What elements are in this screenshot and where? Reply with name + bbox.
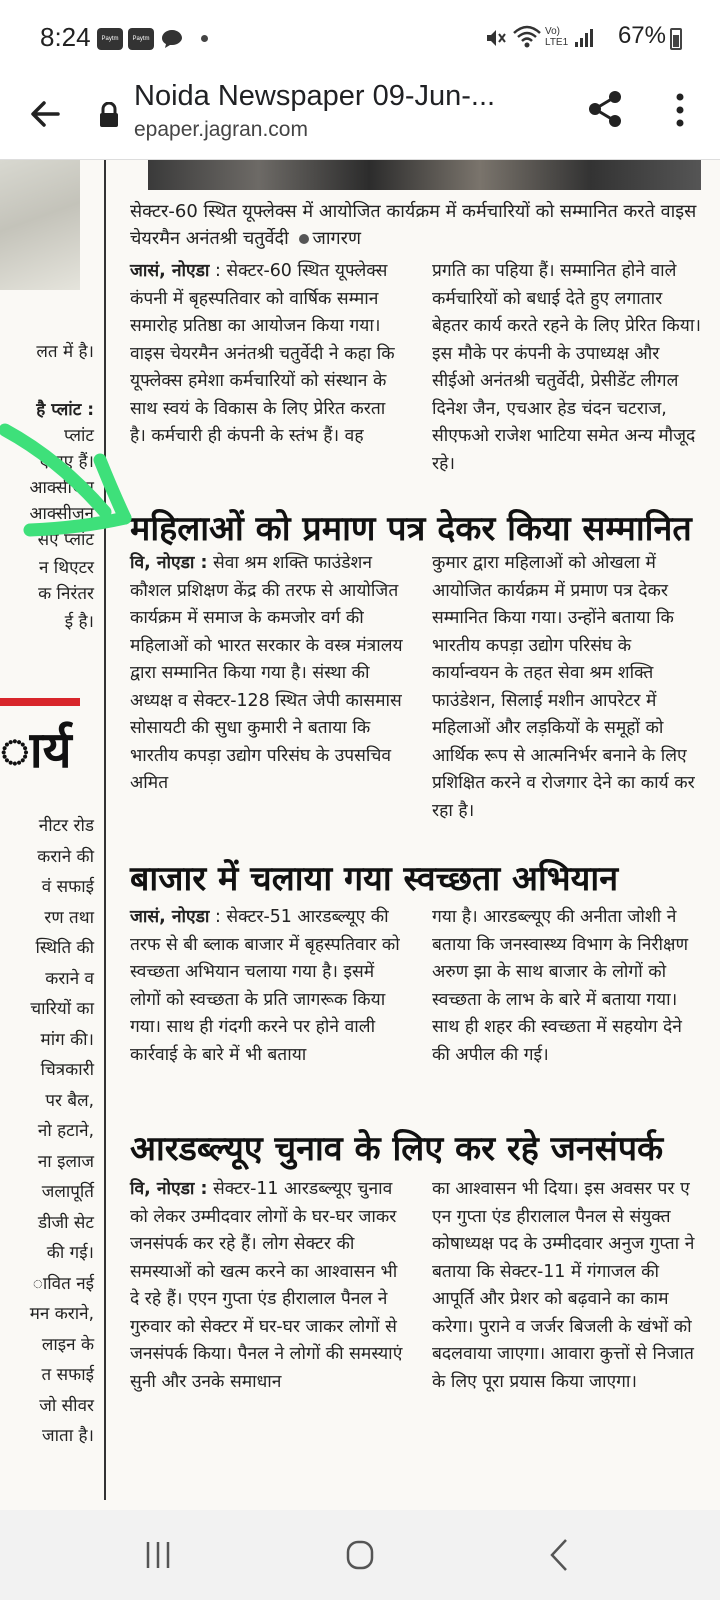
article-column <box>130 258 406 451</box>
left-fragment-line: जलापूर्ति <box>41 1182 94 1202</box>
dateline: वि, नोएडा : <box>130 1179 208 1199</box>
photo-caption <box>130 198 700 252</box>
back-arrow-icon[interactable] <box>22 90 70 138</box>
article-headline: महिलाओं को प्रमाण पत्र देकर किया सम्मानित <box>130 509 692 549</box>
left-fragment-line: जाता है। <box>42 1426 94 1446</box>
left-column-fragment <box>0 160 100 1510</box>
page-url[interactable]: epaper.jagran.com <box>134 118 308 141</box>
left-fragment-line: मांग की। <box>40 1029 94 1050</box>
left-fragment-line: ए गए हैं। <box>39 452 94 472</box>
left-fragment-line: मन कराने, <box>29 1304 94 1324</box>
article-column <box>432 258 702 478</box>
left-fragment-line: है प्लांट : <box>36 400 94 420</box>
share-icon[interactable] <box>584 88 626 130</box>
dateline: वि, नोएडा : <box>130 553 208 573</box>
left-headline-fragment: ार्य <box>0 721 72 779</box>
left-fragment-line: त सफाई <box>41 1365 94 1385</box>
status-time: 8:24 <box>40 22 91 52</box>
left-fragment-line: कराने व <box>45 968 94 989</box>
left-photo <box>0 160 80 290</box>
notification-dot <box>201 35 208 42</box>
caption-credit: जागरण <box>312 228 362 249</box>
dateline: जासं, नोएडा <box>130 261 210 281</box>
article-text: गया है। आरडब्ल्यूए की अनीता जोशी ने बताया कि जनस्वास्थ्य विभाग के निरीक्षण अरुण झा के साथ बाजार के लोगों को स्वच्छता के लाभ के बारे में बताया गया। साथ ही शहर की स्वच्छता में सहयोग देने की अपील की गई। <box>432 907 689 1065</box>
recent-apps-icon[interactable] <box>128 1530 188 1580</box>
left-fragment-line: की गई। <box>46 1243 94 1263</box>
column-rule <box>104 160 106 1500</box>
left-fragment-line: स्थिति की <box>35 938 94 958</box>
paytm-notification-icon: Paytm <box>128 28 154 50</box>
lock-icon <box>98 102 120 128</box>
left-fragment-line: ावित नई <box>32 1273 94 1294</box>
back-nav-icon[interactable] <box>530 1530 590 1580</box>
article-text: कुमार द्वारा महिलाओं को ओखला में आयोजित कार्यक्रम में प्रमाण पत्र देकर सम्मानित किया गया। उन्होंने बताया कि भारतीय कपड़ा उद्योग परिसंघ के कार्यान्वयन के तहत सेवा श्रम शक्ति फाउंडेशन, सिलाई मशीन आपरेटर में महिलाओं और लड़कियों के समूहों को आर्थिक रूप से आत्मनिर्भर बनाने के लिए प्रशिक्षित करने व रोजगार देने का कार्य कर रहा है। <box>432 553 695 821</box>
left-fragment-line: लाइन के <box>41 1334 94 1355</box>
article-text: सेवा श्रम शक्ति फाउंडेशन कौशल प्रशिक्षण केंद्र की तरफ से आयोजित कार्यक्रम में समाज के कमजोर वर्ग की महिलाओं को भारत सरकार के वस्त्र मंत्रालय द्वारा सम्मानित किया गया है। संस्था की अध्यक्ष व सेक्टर-128 स्थित जेपी कासमास सोसायटी की सुधा कुमारी ने बताया कि भारतीय कपड़ा उद्योग परिसंघ के उपसचिव अमित <box>130 553 403 793</box>
left-fragment-line: लत में है। <box>36 342 94 362</box>
more-options-icon[interactable] <box>660 88 700 132</box>
section-divider <box>0 698 80 706</box>
left-fragment-line: पर बैल, <box>45 1090 94 1111</box>
left-fragment-line: न थिएटर <box>38 558 94 578</box>
left-fragment-line: क निरंतर <box>38 584 94 604</box>
left-fragment-line: रण तथा <box>44 907 94 928</box>
left-fragment-line: जो सीवर <box>39 1395 94 1416</box>
browser-toolbar <box>0 74 720 160</box>
article-column <box>432 904 702 1069</box>
article-column <box>432 550 702 825</box>
left-fragment-line: चित्रकारी <box>40 1060 94 1080</box>
left-fragment-line: कराने की <box>37 846 94 867</box>
system-nav-bar <box>0 1510 720 1600</box>
home-icon[interactable] <box>330 1530 390 1580</box>
mute-icon <box>484 26 508 50</box>
page-title[interactable]: Noida Newspaper 09-Jun-... <box>134 80 496 112</box>
article-text: : सेक्टर-51 आरडब्ल्यूए की तरफ से बी ब्लाक बाजार में बृहस्पतिवार को स्वच्छता अभियान चलाया गया है। इसमें लोगों को स्वच्छता के प्रति जागरूक किया गया। साथ ही गंदगी करने पर होने वाली कार्रवाई के बारे में भी बताया <box>130 907 400 1065</box>
article-column <box>432 1176 702 1396</box>
dateline: जासं, नोएडा <box>130 907 210 927</box>
status-bar <box>0 0 720 74</box>
left-fragment-line: ई है। <box>64 612 94 632</box>
photo <box>148 160 701 190</box>
paytm-notification-icon: Paytm <box>97 28 123 50</box>
article-text: का आश्वासन भी दिया। इस अवसर पर ए एन गुप्ता एंड हीरालाल पैनल से संयुक्त कोषाध्यक्ष पद के उम्मीदवार अनुज गुप्ता ने बताया कि सेक्टर-11 में गंगाजल की आपूर्ति और प्रेशर को बढ़वाने का काम करेगा। पुराने व जर्जर बिजली के खंभों को बदलवाया जाएगा। आवारा कुत्तों से निजात के लिए पूरा प्रयास किया जाएगा। <box>432 1179 695 1392</box>
article-text: सेक्टर-11 आरडब्ल्यूए चुनाव को लेकर उम्मीदवार लोगों के घर-घर जाकर जनसंपर्क कर रहे हैं। लोग सेक्टर की समस्याओं को खत्म करने का आश्वासन भी दे रहे हैं। एएन गुप्ता एंड हीरालाल पैनल ने गुरुवार को सेक्टर में घर-घर जाकर लोगों से जनसंपर्क किया। पैनल ने लोगों की समस्याएं सुनी और उनके समाधान <box>130 1179 403 1392</box>
article-headline: बाजार में चलाया गया स्वच्छता अभियान <box>130 859 619 899</box>
left-fragment-line: वं सफाई <box>41 877 94 897</box>
caption-text: सेक्टर-60 स्थित यूफ्लेक्स में आयोजित कार्यक्रम में कर्मचारियों को सम्मानित करते वाइस चेयरमैन अनंतश्री चतुर्वेदी <box>130 201 697 249</box>
left-fragment-line: ना इलाज <box>37 1151 94 1172</box>
signal-icon <box>574 28 594 48</box>
left-fragment-line: चारियों का <box>30 999 94 1019</box>
article-text: प्रगति का पहिया हैं। सम्मानित होने वाले कर्मचारियों को बधाई देते हुए लगातार बेहतर कार्य करते रहने के लिए प्रेरित किया। इस मौके पर कंपनी के उपाध्यक्ष और सीईओ अनंतश्री चतुर्वेदी, प्रेसीडेंट लीगल दिनेश जैन, एचआर हेड चंदन चटराज, सीएफओ राजेश भाटिया समेत अन्य मौजूद रहे। <box>432 261 701 474</box>
battery-percent: 67% <box>617 22 666 49</box>
left-fragment-line: आक्सीजन <box>29 504 94 524</box>
epaper-page[interactable] <box>0 160 720 1510</box>
left-fragment-line: प्लांट <box>63 426 94 446</box>
chat-bubble-icon <box>160 28 184 50</box>
left-fragment-line: आक्सीजन <box>29 478 94 498</box>
left-fragment-line: नीटर रोड <box>38 816 94 836</box>
left-fragment-line: सए प्लांट <box>37 530 94 550</box>
arrow-annotation-icon <box>0 420 150 540</box>
battery-icon <box>670 28 682 50</box>
article-headline: आरडब्ल्यूए चुनाव के लिए कर रहे जनसंपर्क <box>130 1129 664 1169</box>
article-column <box>130 1176 406 1396</box>
left-fragment-line: डीजी सेट <box>38 1212 94 1233</box>
network-label: Vo) LTE1 <box>545 26 569 48</box>
wifi-icon <box>512 24 542 50</box>
article-column <box>130 550 406 798</box>
bullet-icon <box>299 234 309 244</box>
left-fragment-line: नो हटाने, <box>37 1121 94 1141</box>
article-text: : सेक्टर-60 स्थित यूफ्लेक्स कंपनी में बृहस्पतिवार को वार्षिक सम्मान समारोह प्रतिष्ठा का आयोजन किया गया। वाइस चेयरमैन अनंतश्री चतुर्वेदी ने कहा कि यूफ्लेक्स हमेशा कर्मचारियों को संस्थान के साथ स्वयं के विकास के लिए प्रेरित करता है। कर्मचारी ही कंपनी के स्तंभ हैं। वह <box>130 261 395 446</box>
article-column <box>130 904 406 1069</box>
